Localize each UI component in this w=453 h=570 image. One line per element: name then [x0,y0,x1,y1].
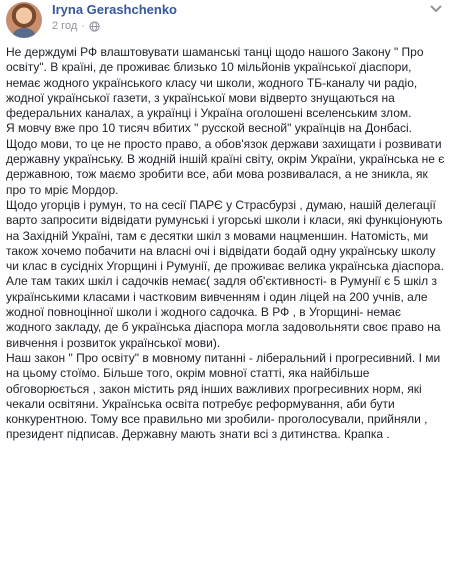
post-timestamp[interactable]: 2 год [52,20,78,32]
post-paragraph: Не держдумі РФ влаштовувати шаманські танці щодо нашого Закону " Про освіту". В країні, де проживає близько 10 мільйонів української діаспори, немає жодного українського класу чи школи, жодного ТБ-каналу чи радіо, жодної української газети, з української мови відверто знущаються на федеральних каналах, а українці і Україна оголошені вселенським злом. [6,45,424,121]
author-name-link[interactable]: Iryna Gerashchenko [52,2,177,17]
meta-separator: · [81,20,85,32]
globe-icon [89,21,100,32]
post-paragraph: Щодо угорців і румун, то на сесії ПАРЄ у Страсбурзі , думаю, нашій делегації варто запросити відвідати румунські і угорські школи і класи, які функціонують на Західній Україні, там є десятки шкіл з мовами нацменшин. Натомість, ми також хочемо побачити на власні очі і відвідати бодай одну українську школу чи клас в сусідніх Угорщині і Румунії, де проживає велика українська діаспора. Але там таких шкіл і садочків немає( задля об'єктивності- в Румунії є 5 шкіл з українськими класами і частковим вивченням і один ліцей на 200 учнів, але жодної повноцінної школи і жодного садочка. В РФ , в Угорщині- немає жодного закладу, де б українська діаспора могла задовольняти своє право на вивчення і розвиток української мови). [6,197,444,350]
post-header [0,0,453,42]
post-paragraph: Я мовчу вже про 10 тисяч вбитих " русской весной" українців на Донбасі. [6,121,412,136]
chevron-down-icon[interactable] [429,4,443,14]
post-body [6,45,446,443]
post-paragraph: Щодо мови, то це не просто право, а обов'язок держави захищати і розвивати державну українську. В жодній іншій країні світу, окрім України, українська не є державною, тож маємо зробити все, аби мова розвивалася, а не зникла, як про то мріє Мордор. [6,136,445,197]
author-avatar[interactable] [6,2,42,38]
post-paragraph: Наш закон " Про освіту" в мовному питанні - ліберальний і прогресивний. І ми на цьому стоїмо. Більше того, окрім мовної статті, яка найбільше обговорюється , закон містить ряд інших важливих прогресивних норм, які чекали освітяни. Українська освіта потребує реформування, аби бути конкурентною. Тому все правильно ми зробили- проголосували, прийняли , президент підписав. Державну мають знати всі з дитинства. Крапка . [6,350,441,442]
post-meta [52,20,100,32]
